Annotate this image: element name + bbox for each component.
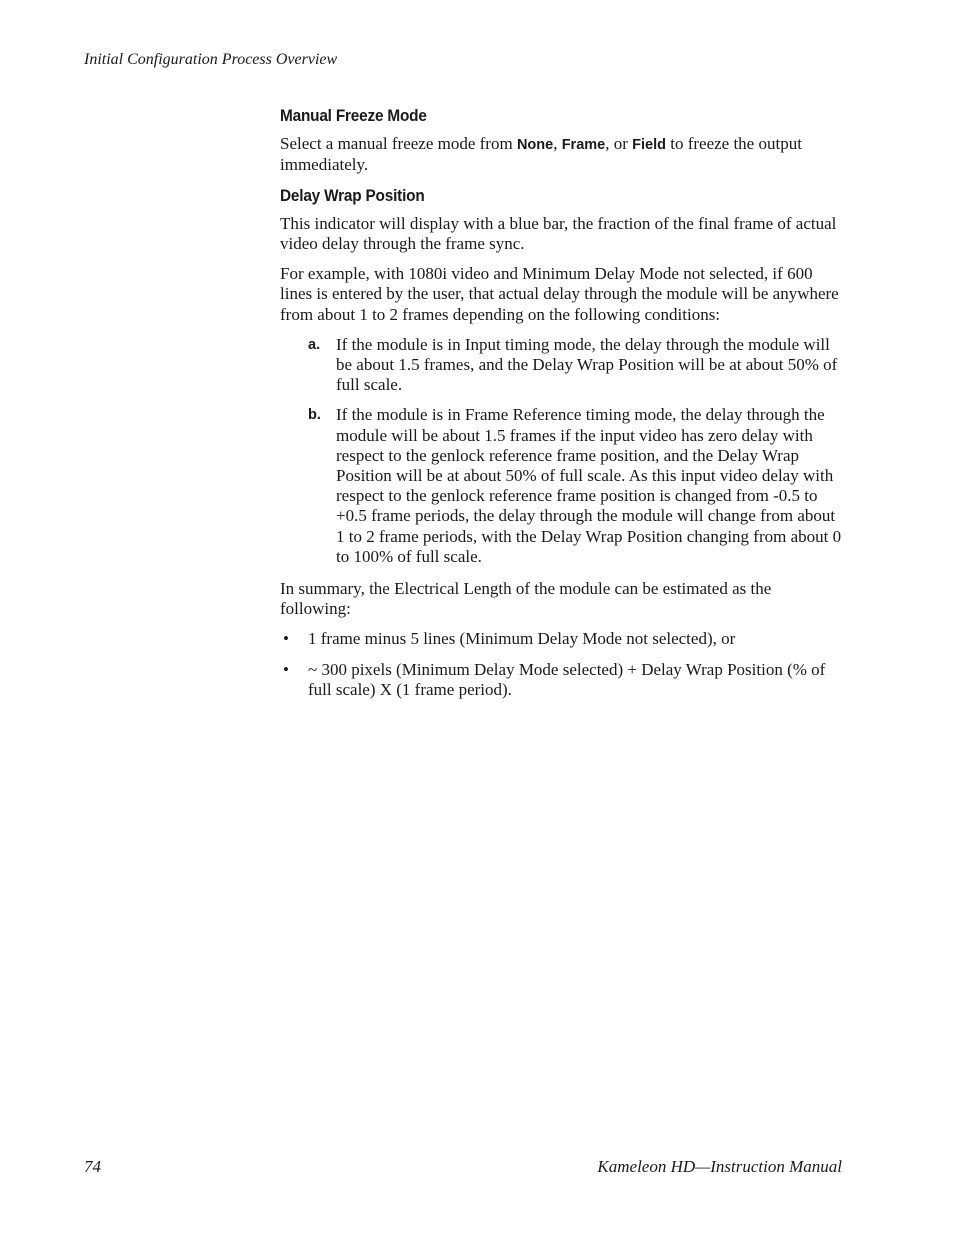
- manual-freeze-intro-text: Select a manual freeze mode from: [280, 134, 517, 154]
- bullet-glyph: •: [283, 659, 289, 679]
- delay-wrap-position-heading: Delay Wrap Position: [280, 186, 425, 205]
- bullet-glyph: •: [283, 629, 289, 649]
- manual-freeze-paragraph: [280, 134, 842, 175]
- conditions-list: [280, 335, 842, 567]
- running-header: Initial Configuration Process Overview: [84, 51, 338, 68]
- list-marker: b.: [308, 407, 321, 424]
- list-item: [308, 334, 842, 396]
- bullet-item: [283, 629, 842, 649]
- electrical-length-list: [280, 629, 842, 700]
- option-none: None: [516, 137, 554, 154]
- list-item: [308, 405, 842, 567]
- separator-or: , or: [605, 134, 633, 154]
- delay-wrap-paragraph-2: For example, with 1080i video and Minimum Delay Mode not selected, if 600 lines is entered by the user, that actual delay through the module will be anywhere from about 1 to 2 frames depending on the following conditions:: [280, 264, 839, 324]
- bullet-text: ~ 300 pixels (Minimum Delay Mode selected) + Delay Wrap Position (% of full scale) X (1 frame period).: [308, 659, 826, 699]
- manual-freeze-mode-heading: Manual Freeze Mode: [280, 107, 427, 125]
- manual-freeze-outro-text: to freeze the output immediately.: [280, 134, 802, 175]
- bullet-text: 1 frame minus 5 lines (Minimum Delay Mode not selected), or: [308, 629, 736, 649]
- manual-title: Kameleon HD—Instruction Manual: [597, 1157, 842, 1176]
- page-number: 74: [84, 1157, 101, 1176]
- list-item-text: If the module is in Frame Reference timing mode, the delay through the module will be about 1.5 frames if the input video has zero delay with respect to the genlock reference frame position, and the Delay Wrap Position will be at about 50% of full scale. As this input video delay with respect to the genlock reference frame position is changed from -0.5 to +0.5 frame periods, the delay through the module will change from about 1 to 2 frame periods, with the Delay Wrap Position changing from about 0 to 100% of full scale.: [336, 405, 842, 566]
- summary-paragraph: In summary, the Electrical Length of the module can be estimated as the following:: [280, 579, 772, 619]
- delay-wrap-paragraph-1: This indicator will display with a blue bar, the fraction of the final frame of actual video delay through the frame sync.: [280, 213, 837, 254]
- option-field: Field: [632, 137, 666, 154]
- list-marker: a.: [308, 336, 321, 353]
- separator-comma: ,: [553, 134, 562, 154]
- option-frame: Frame: [561, 137, 606, 154]
- page-content: [280, 106, 842, 710]
- bullet-item: [283, 659, 842, 700]
- list-item-text: If the module is in Input timing mode, the delay through the module will be about 1.5 frames, and the Delay Wrap Position will be at about 50% of full scale.: [336, 334, 838, 395]
